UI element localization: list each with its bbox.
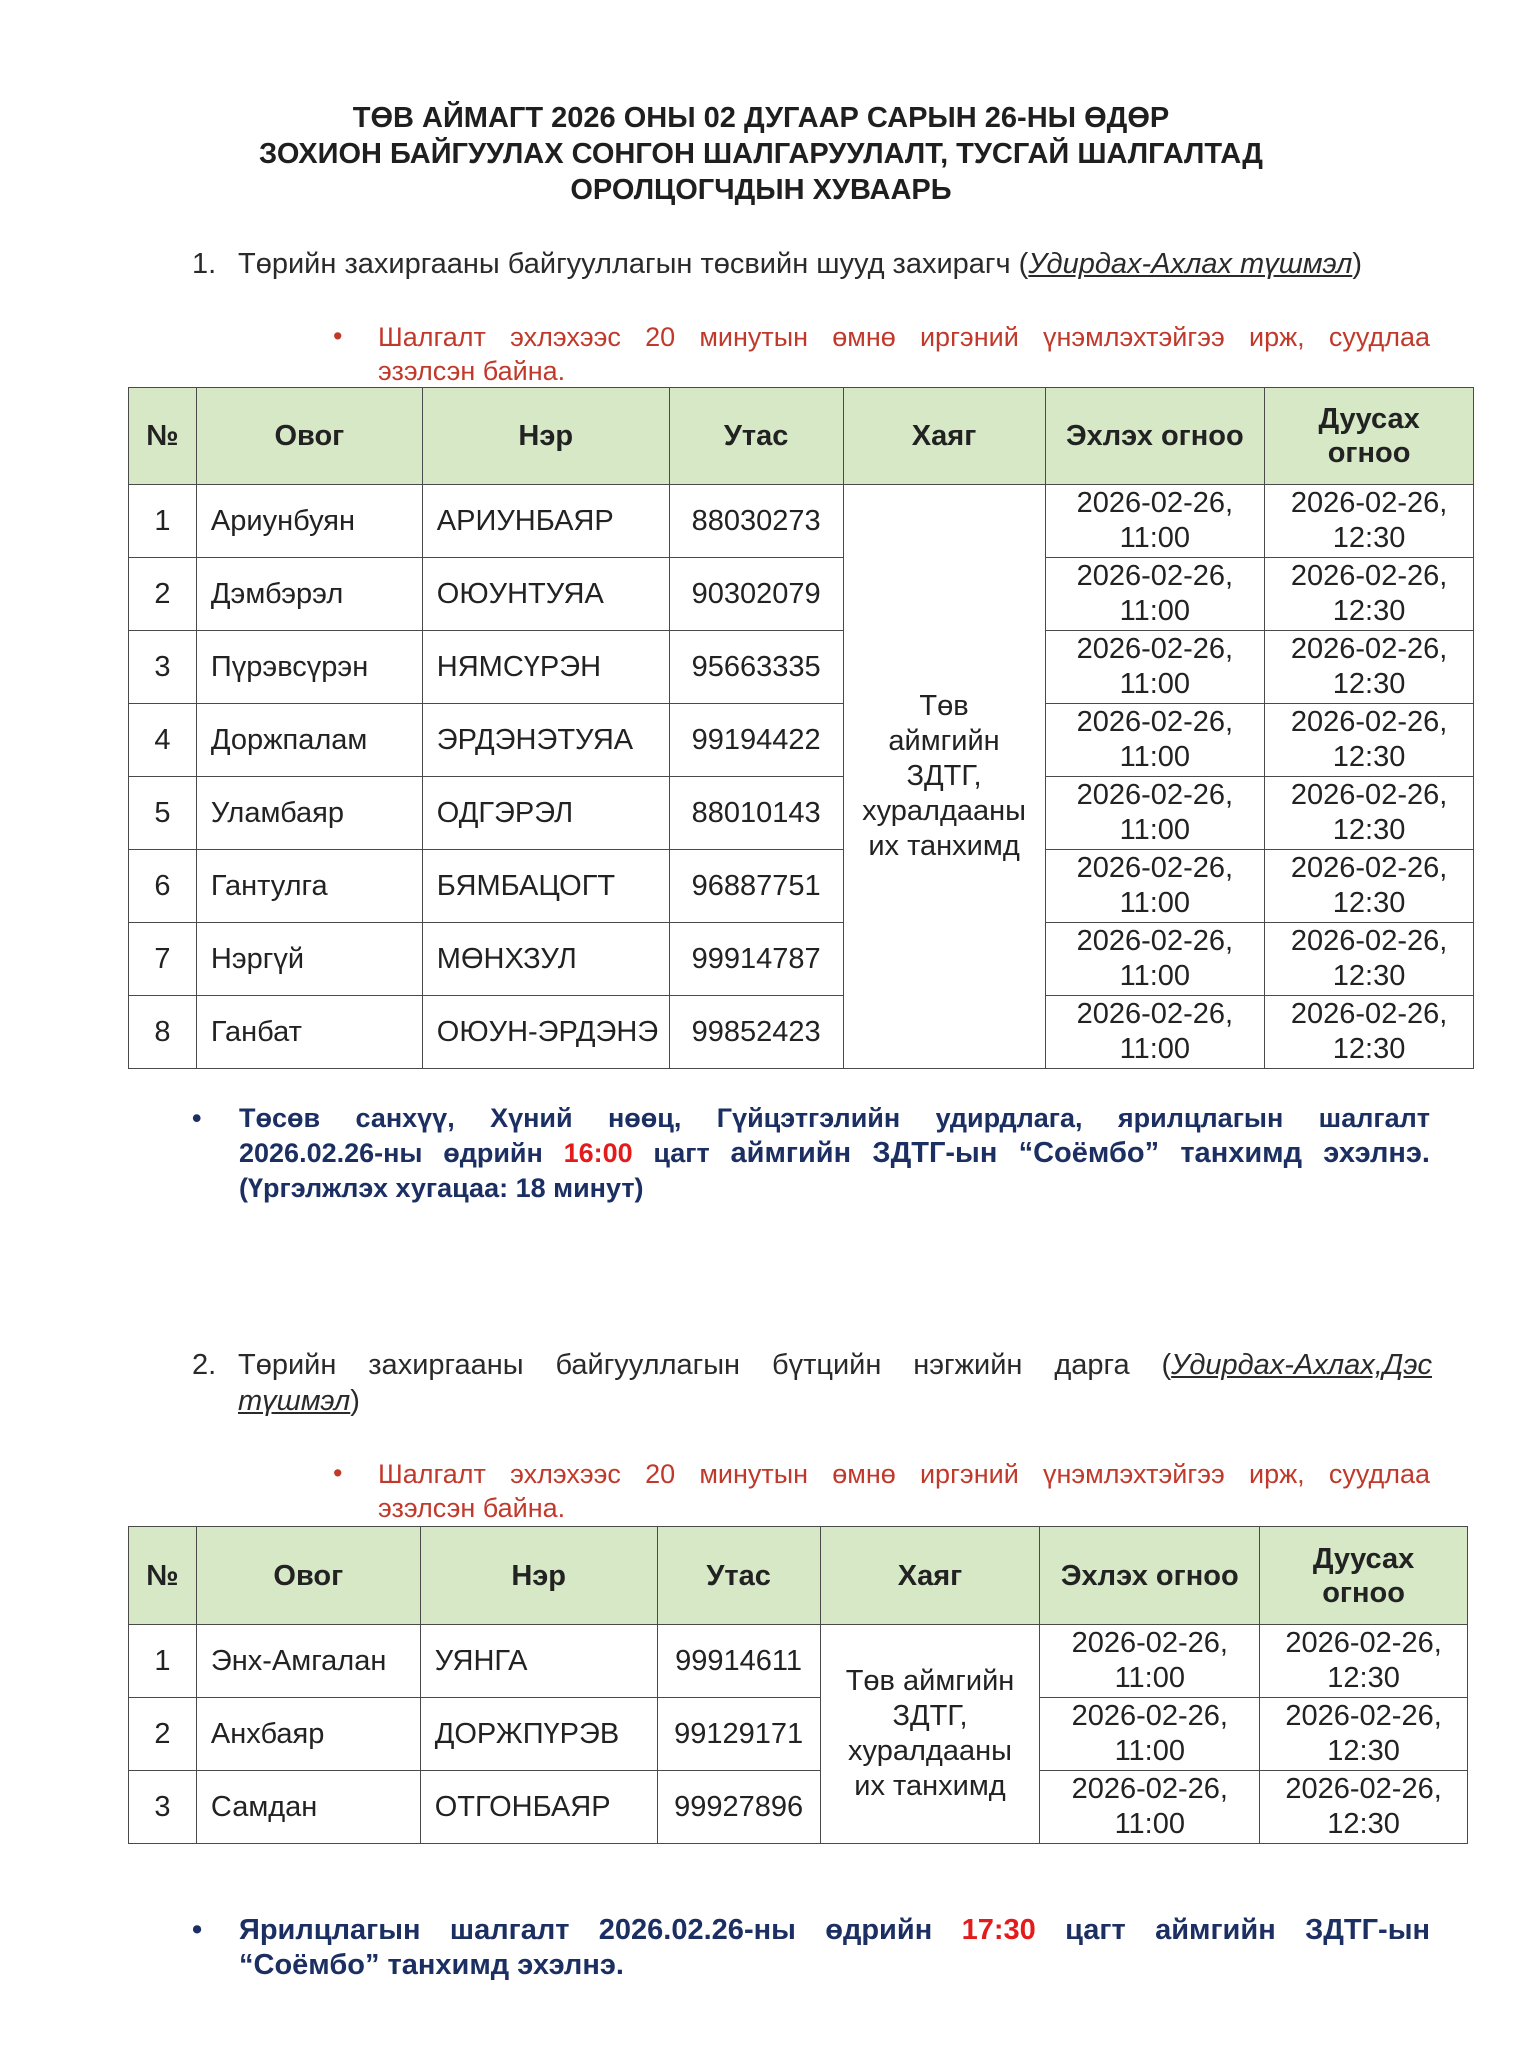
header-end-date: Дуусах огноо <box>1265 388 1474 485</box>
table-row <box>129 996 1474 1069</box>
end-date: 2026-02-26, <box>1290 998 1448 1030</box>
table-row <box>129 1625 1468 1698</box>
start-time: 11:00 <box>1119 887 1191 919</box>
header-surname: Овог <box>196 388 422 485</box>
start-date: 2026-02-26, <box>1071 1627 1228 1659</box>
cell-start-date <box>1045 631 1265 704</box>
cell-end-date <box>1265 558 1474 631</box>
cell-start-date <box>1045 923 1265 996</box>
end-date: 2026-02-26, <box>1290 706 1448 738</box>
cell-start-date <box>1040 1625 1260 1698</box>
section-2-number: 2. <box>192 1349 217 1381</box>
start-date: 2026-02-26, <box>1076 779 1234 811</box>
start-time: 11:00 <box>1119 522 1191 554</box>
document-title <box>0 100 1522 208</box>
cell-start-date <box>1045 485 1265 558</box>
cell-name: ОЮУНТУЯА <box>422 558 669 631</box>
section-1-heading <box>192 246 1432 282</box>
start-date: 2026-02-26, <box>1071 1773 1228 1805</box>
bullet-icon: • <box>192 1914 203 1946</box>
cell-phone: 99852423 <box>669 996 843 1069</box>
cell-phone: 99194422 <box>669 704 843 777</box>
cell-surname: Дэмбэрэл <box>196 558 422 631</box>
cell-address <box>843 485 1045 1069</box>
cell-name: АРИУНБАЯР <box>422 485 669 558</box>
cell-no: 3 <box>129 631 197 704</box>
header-address: Хаяг <box>843 388 1045 485</box>
note-line-2: эзэлсэн байна. <box>378 1493 566 1523</box>
section-1-interview-note <box>192 1101 1430 1211</box>
header-start-date: Эхлэх огноо <box>1040 1527 1260 1625</box>
section-1-note <box>333 320 1430 388</box>
cell-surname: Гантулга <box>196 850 422 923</box>
cell-no: 3 <box>129 1771 197 1844</box>
table-row <box>129 485 1474 558</box>
footer-line-2: 2026.02.26-ны өдрийн 16:00 цагт аймгийн ЗДТГ-ын “Соёмбо” танхимд эхэлнэ. <box>239 1137 1430 1169</box>
address-line: Төв <box>919 690 969 722</box>
interview-time: 17:30 <box>961 1914 1036 1946</box>
section-2-interview-note <box>192 1913 1430 1985</box>
header-name: Нэр <box>420 1527 657 1625</box>
cell-end-date <box>1265 704 1474 777</box>
note-line-1: Шалгалт эхлэхээс 20 минутын өмнө иргэний үнэмлэхтэйгээ ирж, суудлаа <box>378 1459 1430 1489</box>
section-1-number: 1. <box>192 248 217 280</box>
cell-phone: 90302079 <box>669 558 843 631</box>
section-2-heading <box>192 1347 1432 1419</box>
start-time: 11:00 <box>1114 1662 1185 1694</box>
cell-start-date <box>1045 558 1265 631</box>
table-row <box>129 923 1474 996</box>
schedule-table-2 <box>128 1526 1468 1844</box>
cell-name: ОТГОНБАЯР <box>420 1771 657 1844</box>
end-time: 12:30 <box>1332 522 1406 554</box>
cell-name: НЯМСҮРЭН <box>422 631 669 704</box>
start-date: 2026-02-26, <box>1076 852 1234 884</box>
start-time: 11:00 <box>1119 668 1191 700</box>
end-time: 12:30 <box>1327 1662 1400 1694</box>
cell-name: ДОРЖПҮРЭВ <box>420 1698 657 1771</box>
end-date: 2026-02-26, <box>1290 560 1448 592</box>
cell-start-date <box>1045 850 1265 923</box>
section-1-text: Төрийн захиргааны байгууллагын төсвийн шууд захирагч (Удирдах-Ахлах түшмэл) <box>238 248 1362 280</box>
table-row <box>129 777 1474 850</box>
start-time: 11:00 <box>1119 960 1191 992</box>
header-name: Нэр <box>422 388 669 485</box>
table-row <box>129 631 1474 704</box>
start-date: 2026-02-26, <box>1076 633 1234 665</box>
start-date: 2026-02-26, <box>1076 925 1234 957</box>
bullet-icon: • <box>333 1458 343 1488</box>
cell-no: 2 <box>129 558 197 631</box>
end-time: 12:30 <box>1332 595 1406 627</box>
address-line: их танхимд <box>868 830 1020 862</box>
cell-name: УЯНГА <box>420 1625 657 1698</box>
end-date: 2026-02-26, <box>1290 852 1448 884</box>
cell-end-date <box>1265 850 1474 923</box>
title-line-2: ЗОХИОН БАЙГУУЛАХ СОНГОН ШАЛГАРУУЛАЛТ, ТУСГАЙ ШАЛГАЛТАД <box>259 138 1263 170</box>
cell-phone: 95663335 <box>669 631 843 704</box>
cell-no: 2 <box>129 1698 197 1771</box>
title-line-3: ОРОЛЦОГЧДЫН ХУВААРЬ <box>570 174 952 206</box>
cell-phone: 88030273 <box>669 485 843 558</box>
cell-surname: Пүрэвсүрэн <box>196 631 422 704</box>
cell-start-date <box>1045 777 1265 850</box>
start-time: 11:00 <box>1119 1033 1191 1065</box>
table-row <box>129 558 1474 631</box>
end-time: 12:30 <box>1327 1735 1400 1767</box>
cell-no: 5 <box>129 777 197 850</box>
bullet-icon: • <box>192 1103 202 1133</box>
address-line: ЗДТГ, <box>892 1700 968 1732</box>
end-time: 12:30 <box>1327 1808 1400 1840</box>
cell-start-date <box>1040 1698 1260 1771</box>
cell-name: ЭРДЭНЭТУЯА <box>422 704 669 777</box>
footer-line-2: “Соёмбо” танхимд эхэлнэ. <box>239 1949 624 1981</box>
cell-surname: Анхбаяр <box>196 1698 420 1771</box>
note-line-2: эзэлсэн байна. <box>378 356 566 386</box>
end-time: 12:30 <box>1332 887 1406 919</box>
start-time: 11:00 <box>1119 814 1191 846</box>
table-row <box>129 704 1474 777</box>
section-2-position: Удирдах-Ахлах,Дэс <box>1171 1349 1432 1381</box>
table-row <box>129 1698 1468 1771</box>
cell-phone: 99914611 <box>657 1625 820 1698</box>
cell-phone: 96887751 <box>669 850 843 923</box>
end-time: 12:30 <box>1332 668 1406 700</box>
header-address: Хаяг <box>820 1527 1040 1625</box>
section-2-text: Төрийн захиргааны байгууллагын бүтцийн нэгжийн дарга (Удирдах-Ахлах,Дэс түшмэл) <box>238 1349 1432 1417</box>
start-date: 2026-02-26, <box>1076 560 1234 592</box>
cell-surname: Уламбаяр <box>196 777 422 850</box>
cell-end-date <box>1265 923 1474 996</box>
table-header-row <box>129 388 1474 485</box>
cell-no: 8 <box>129 996 197 1069</box>
end-time: 12:30 <box>1332 960 1406 992</box>
table-row <box>129 1771 1468 1844</box>
footer-line-1: Төсөв санхүү, Хүний нөөц, Гүйцэтгэлийн удирдлага, ярилцлагын шалгалт <box>239 1103 1430 1133</box>
section-1-position: Удирдах-Ахлах түшмэл <box>1028 248 1353 280</box>
schedule-table-1 <box>128 387 1474 1069</box>
cell-surname: Доржпалам <box>196 704 422 777</box>
cell-surname: Ганбат <box>196 996 422 1069</box>
cell-name: ОДГЭРЭЛ <box>422 777 669 850</box>
header-phone: Утас <box>669 388 843 485</box>
end-time: 12:30 <box>1332 1033 1406 1065</box>
cell-no: 4 <box>129 704 197 777</box>
cell-end-date <box>1265 631 1474 704</box>
header-start-date: Эхлэх огноо <box>1045 388 1265 485</box>
address-line: ЗДТГ, <box>906 760 982 792</box>
start-time: 11:00 <box>1114 1735 1185 1767</box>
cell-end-date <box>1260 1625 1468 1698</box>
address-line: Төв аймгийн <box>845 1665 1015 1697</box>
cell-end-date <box>1265 777 1474 850</box>
cell-end-date <box>1265 996 1474 1069</box>
interview-time: 16:00 <box>563 1138 633 1168</box>
table-row <box>129 850 1474 923</box>
cell-no: 7 <box>129 923 197 996</box>
footer-line-1: Ярилцлагын шалгалт 2026.02.26-ны өдрийн 17:30 цагт аймгийн ЗДТГ-ын <box>239 1914 1430 1946</box>
cell-surname: Нэргүй <box>196 923 422 996</box>
cell-address <box>820 1625 1040 1844</box>
end-date: 2026-02-26, <box>1290 779 1448 811</box>
cell-phone: 99927896 <box>657 1771 820 1844</box>
bullet-icon: • <box>333 321 343 351</box>
end-date: 2026-02-26, <box>1285 1700 1442 1732</box>
cell-surname: Энх-Амгалан <box>196 1625 420 1698</box>
header-no: № <box>129 1527 197 1625</box>
start-time: 11:00 <box>1119 741 1191 773</box>
cell-phone: 88010143 <box>669 777 843 850</box>
end-date: 2026-02-26, <box>1290 633 1448 665</box>
start-date: 2026-02-26, <box>1076 998 1234 1030</box>
footer-line-3: (Үргэлжлэх хугацаа: 18 минут) <box>239 1173 644 1203</box>
cell-no: 6 <box>129 850 197 923</box>
start-date: 2026-02-26, <box>1071 1700 1228 1732</box>
start-date: 2026-02-26, <box>1076 487 1234 519</box>
end-date: 2026-02-26, <box>1290 925 1448 957</box>
address-line: хуралдааны <box>848 1735 1012 1767</box>
cell-phone: 99914787 <box>669 923 843 996</box>
start-time: 11:00 <box>1119 595 1191 627</box>
end-date: 2026-02-26, <box>1290 487 1448 519</box>
cell-name: ОЮУН-ЭРДЭНЭ <box>422 996 669 1069</box>
cell-end-date <box>1260 1771 1468 1844</box>
cell-start-date <box>1045 704 1265 777</box>
start-time: 11:00 <box>1114 1808 1185 1840</box>
address-line: аймгийн <box>888 725 1000 757</box>
cell-phone: 99129171 <box>657 1698 820 1771</box>
header-surname: Овог <box>196 1527 420 1625</box>
cell-no: 1 <box>129 1625 197 1698</box>
header-no: № <box>129 388 197 485</box>
end-time: 12:30 <box>1332 741 1406 773</box>
start-date: 2026-02-26, <box>1076 706 1234 738</box>
address-line: хуралдааны <box>862 795 1026 827</box>
note-line-1: Шалгалт эхлэхээс 20 минутын өмнө иргэний үнэмлэхтэйгээ ирж, суудлаа <box>378 322 1430 352</box>
cell-surname: Ариунбуян <box>196 485 422 558</box>
end-date: 2026-02-26, <box>1285 1627 1442 1659</box>
cell-name: МӨНХЗУЛ <box>422 923 669 996</box>
header-end-date: Дуусах огноо <box>1260 1527 1468 1625</box>
end-time: 12:30 <box>1332 814 1406 846</box>
cell-name: БЯМБАЦОГТ <box>422 850 669 923</box>
end-date: 2026-02-26, <box>1285 1773 1442 1805</box>
cell-no: 1 <box>129 485 197 558</box>
cell-end-date <box>1260 1698 1468 1771</box>
header-phone: Утас <box>657 1527 820 1625</box>
address-line: их танхимд <box>854 1770 1006 1802</box>
table-header-row <box>129 1527 1468 1625</box>
cell-surname: Самдан <box>196 1771 420 1844</box>
cell-start-date <box>1040 1771 1260 1844</box>
section-2-note <box>333 1457 1430 1525</box>
title-line-1: ТӨВ АЙМАГТ 2026 ОНЫ 02 ДУГААР САРЫН 26-НЫ ӨДӨР <box>352 102 1170 134</box>
cell-start-date <box>1045 996 1265 1069</box>
cell-end-date <box>1265 485 1474 558</box>
